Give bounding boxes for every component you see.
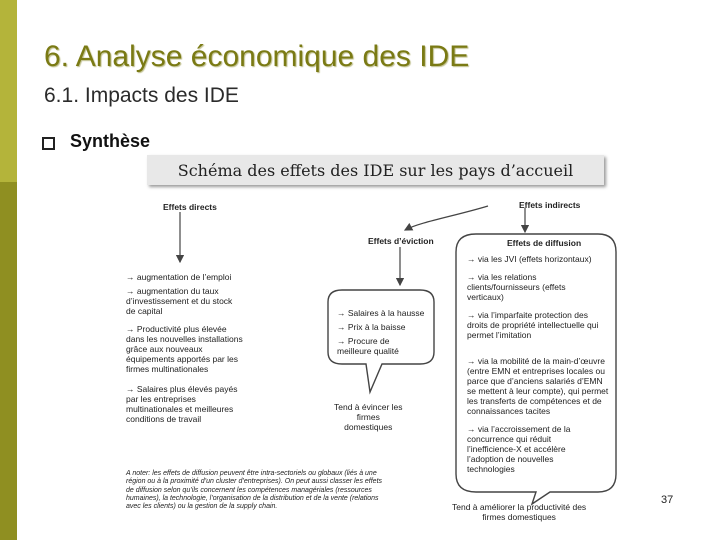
- effets-directs-item: → augmentation de l’emploi: [126, 272, 232, 282]
- effets-directs-item: → augmentation du taux d’investissement et du stock de capital: [126, 286, 233, 316]
- slide-title: 6. Analyse économique des IDE: [44, 40, 470, 73]
- effets-diffusion-item: → via la mobilité de la main-d’œuvre (entre EMN et entreprises locales ou parce que d’anciens salariés d’EMN se mettent à leur compte), qui permet les transferts de compétences et de connaissances tacites: [467, 356, 609, 416]
- effets-diffusion-item: → via l’imparfaite protection des droits de propriété intellectuelle qui permet l’imitation: [467, 310, 599, 340]
- effets-diffusion-item: → via l’accroissement de la concurrence qui réduit l’inefficience-X et accélère l’adoption de nouvelles technologies: [467, 424, 571, 474]
- effets-diffusion-item: → via les JVI (effets horizontaux): [467, 254, 592, 264]
- effets-diffusion-heading: Effets de diffusion: [507, 238, 582, 248]
- diagram-note: A noter: les effets de diffusion peuvent être intra-sectoriels ou globaux (liés à une région ou à la proximité d’un cluster d’entreprises). On peut aussi classer les effets de diffusion selon qu’ils concernent les compétences managériales (ressources humaines), la technologie, l’organisation de la distribution et de la vente (relations avec les clients) ou la gestion de la supply chain.: [126, 470, 383, 511]
- effets-diffusion-conclusion: Tend à améliorer la productivité des firmes domestiques: [452, 502, 587, 522]
- sidebar-accent-top: [0, 0, 17, 182]
- square-bullet-icon: [42, 137, 55, 150]
- effets-eviction-item: → Procure de meilleure qualité: [337, 336, 399, 356]
- effets-directs-item: → Salaires plus élevés payés par les entreprises multinationales et meilleures conditions de travail: [126, 384, 238, 424]
- effets-diffusion-item: → via les relations clients/fournisseurs (effets verticaux): [467, 272, 566, 302]
- effets-eviction-heading: Effets d’éviction: [368, 236, 434, 246]
- effets-indirects-heading: Effets indirects: [519, 200, 581, 210]
- effets-eviction-conclusion: Tend à évincer les firmes domestiques: [334, 402, 403, 432]
- bullet-label: Synthèse: [70, 131, 151, 151]
- impact-diagram: [120, 192, 620, 522]
- page-number: 37: [661, 494, 674, 506]
- arrow-indirects-to-eviction: [405, 206, 488, 230]
- effets-directs-item: → Productivité plus élevée dans les nouvelles installations grâce aux nouveaux équipements apportés par les firmes multinationales: [126, 324, 243, 374]
- effets-directs-heading: Effets directs: [163, 202, 217, 212]
- effets-eviction-item: → Salaires à la hausse: [337, 308, 425, 318]
- diagram-caption: Schéma des effets des IDE sur les pays d’accueil: [147, 155, 604, 185]
- effets-eviction-item: → Prix à la baisse: [337, 322, 406, 332]
- slide-subtitle: 6.1. Impacts des IDE: [44, 84, 239, 107]
